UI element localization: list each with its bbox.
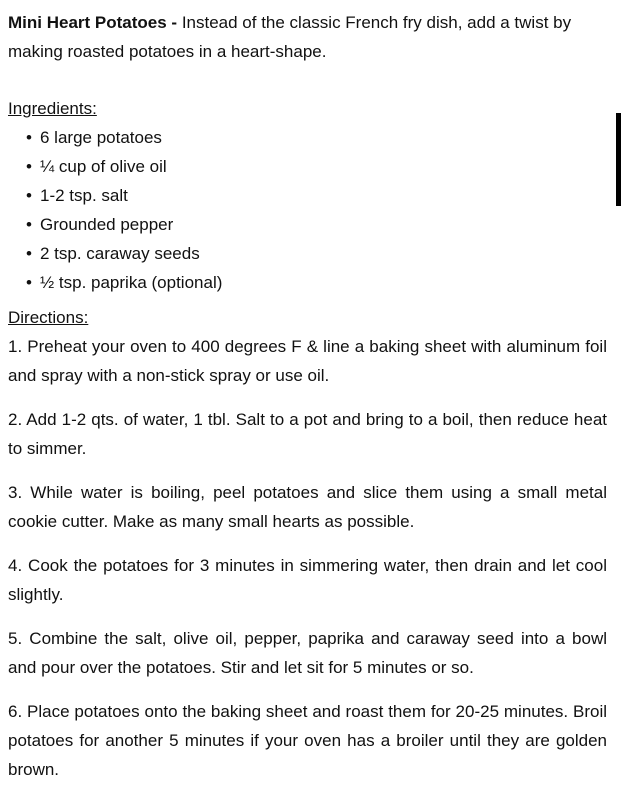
recipe-title: Mini Heart Potatoes - <box>8 13 178 32</box>
ingredient-item <box>26 210 607 239</box>
ingredients-heading: Ingredients: <box>8 99 97 118</box>
ingredient-item <box>26 181 607 210</box>
bullet-icon: • <box>26 157 32 176</box>
ingredients-list <box>8 123 607 297</box>
ingredient-item <box>26 123 607 152</box>
direction-step: 6. Place potatoes onto the baking sheet and roast them for 20-25 minutes. Broil potatoes for another 5 minutes if your oven has a broiler until they are golden brown. <box>8 702 607 779</box>
ingredient-item <box>26 239 607 268</box>
direction-step: 4. Cook the potatoes for 3 minutes in simmering water, then drain and let cool slightly. <box>8 556 607 604</box>
ingredient-text: Grounded pepper <box>40 215 174 234</box>
scrollbar-thumb[interactable] <box>616 113 621 206</box>
bullet-icon: • <box>26 244 32 263</box>
recipe-description: Instead of the classic French fry dish, add a twist by making roasted potatoes in a heart-shape. <box>8 13 572 61</box>
ingredient-text: 2 tsp. caraway seeds <box>40 244 200 263</box>
directions-heading: Directions: <box>8 308 89 327</box>
bullet-icon: • <box>26 273 32 292</box>
ingredient-text: 1-2 tsp. salt <box>40 186 128 205</box>
recipe-intro <box>8 8 607 66</box>
ingredient-text: ¼ cup of olive oil <box>40 157 167 176</box>
ingredient-text: ½ tsp. paprika (optional) <box>40 273 223 292</box>
bullet-icon: • <box>26 128 32 147</box>
direction-step: 1. Preheat your oven to 400 degrees F & line a baking sheet with aluminum foil and spray with a non-stick spray or use oil. <box>8 337 607 385</box>
direction-step: 3. While water is boiling, peel potatoes and slice them using a small metal cookie cutter. Make as many small hearts as possible. <box>8 483 607 531</box>
ingredient-item <box>26 268 607 297</box>
ingredient-text: 6 large potatoes <box>40 128 162 147</box>
bullet-icon: • <box>26 186 32 205</box>
ingredient-item <box>26 152 607 181</box>
direction-step: 5. Combine the salt, olive oil, pepper, paprika and caraway seed into a bowl and pour over the potatoes. Stir and let sit for 5 minutes or so. <box>8 629 607 677</box>
direction-step: 2. Add 1-2 qts. of water, 1 tbl. Salt to a pot and bring to a boil, then reduce heat to simmer. <box>8 410 607 458</box>
bullet-icon: • <box>26 215 32 234</box>
